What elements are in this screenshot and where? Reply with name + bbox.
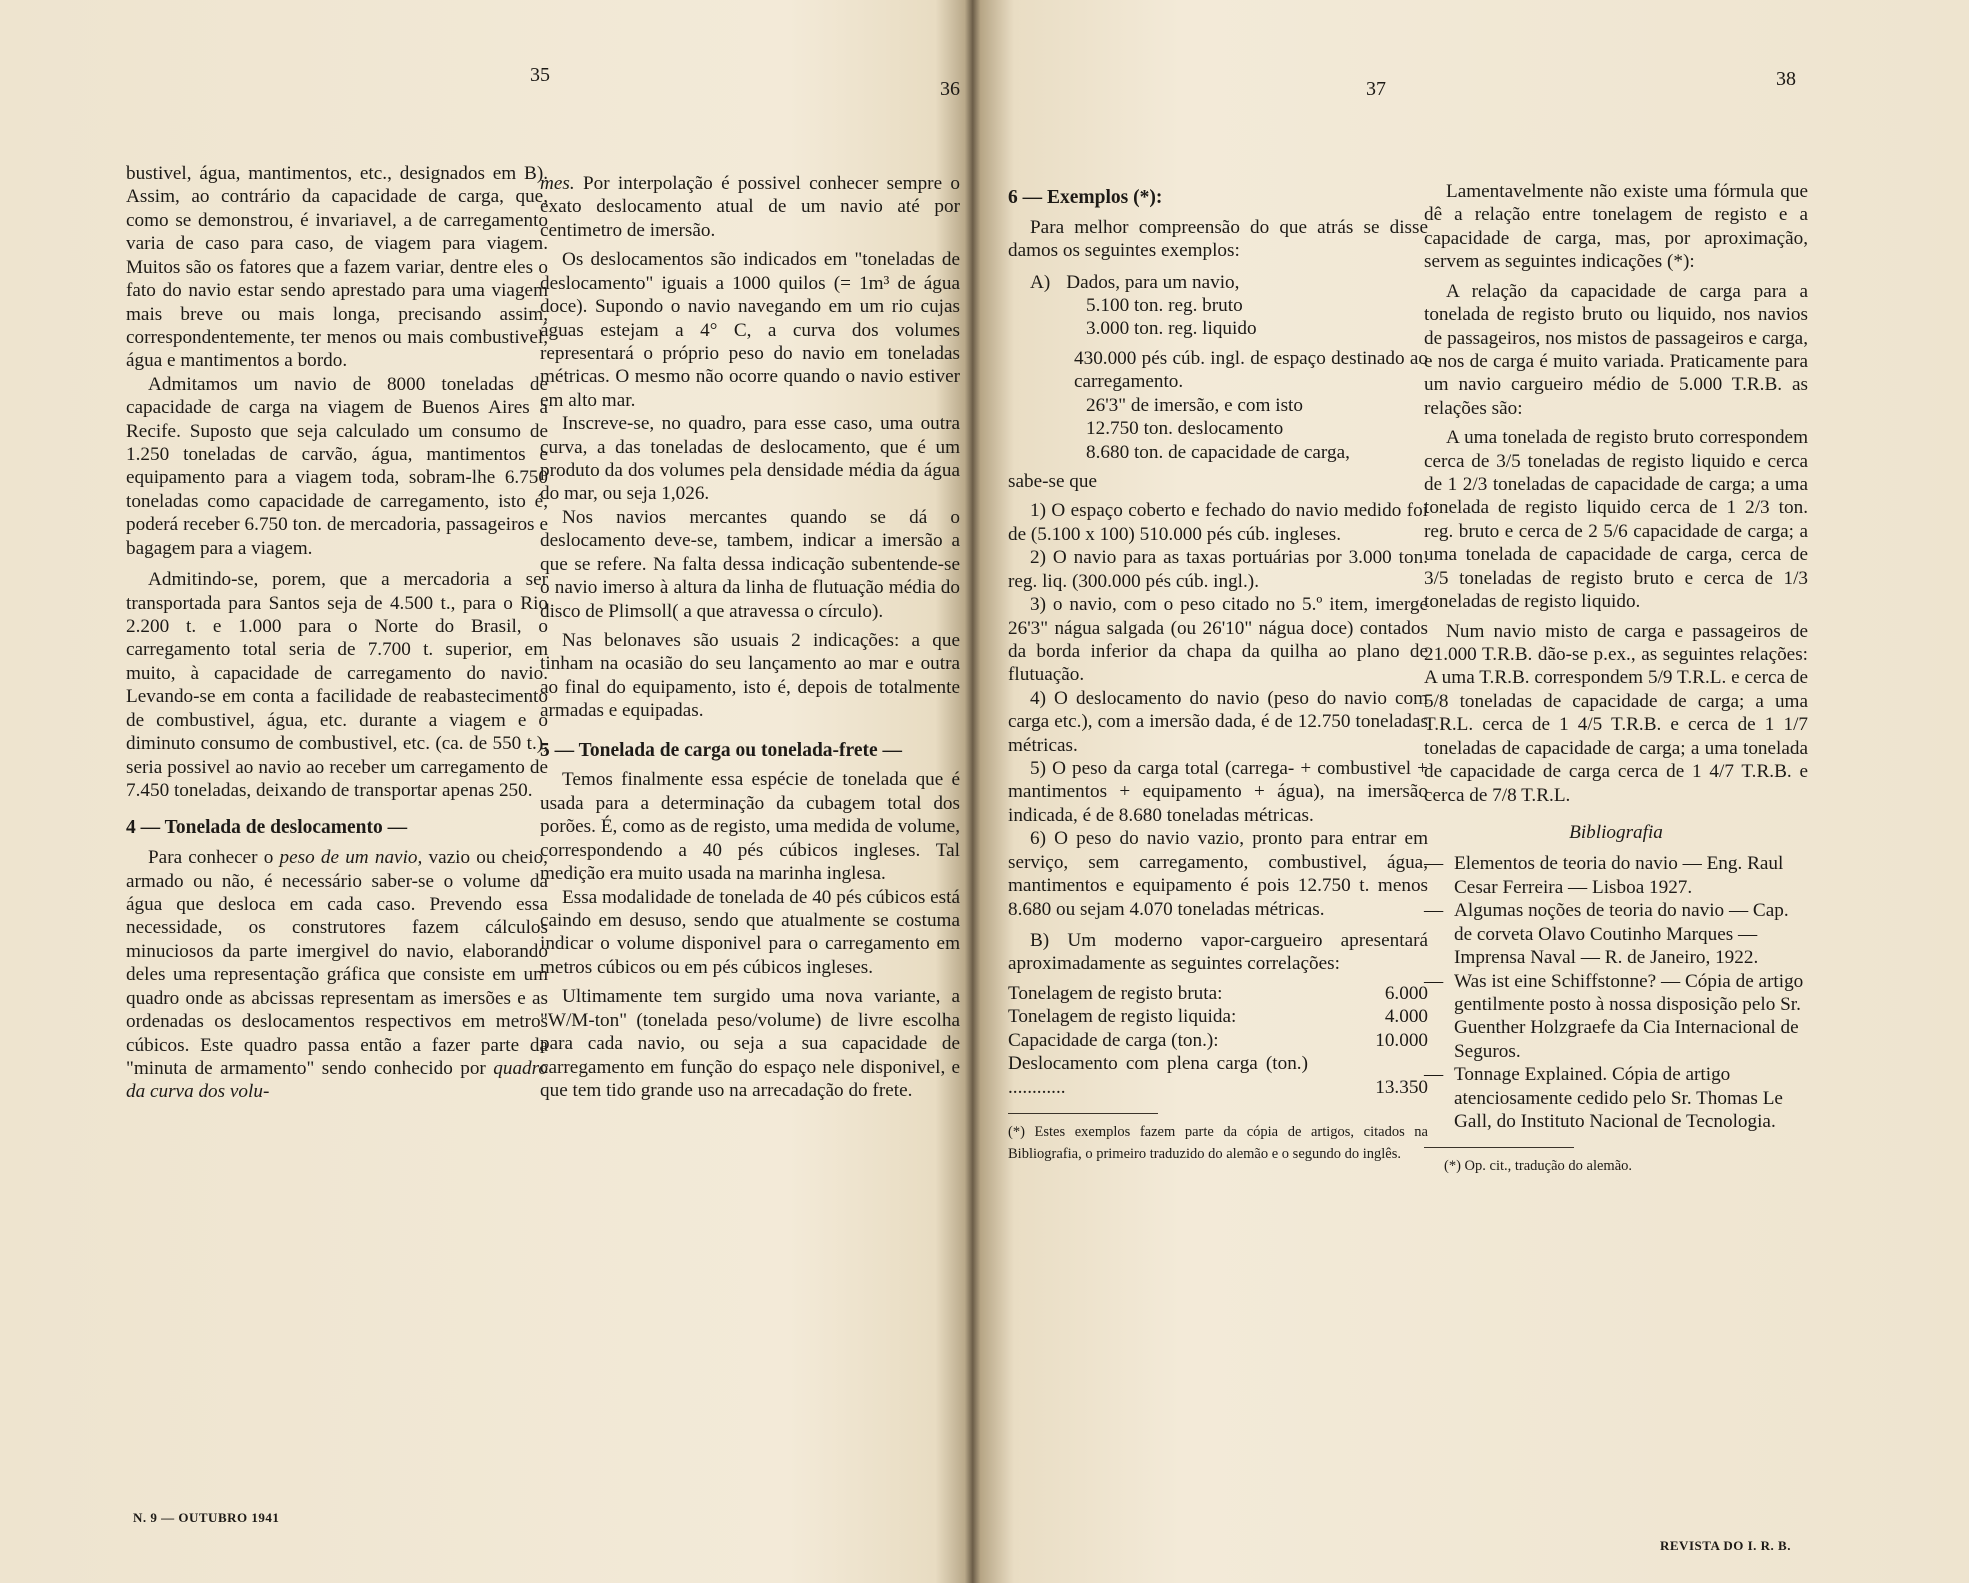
page-number-35: 35 bbox=[530, 64, 550, 86]
footnote: (*) Estes exemplos fazem parte da cópia de artigos, citados na Bibliografia, o primeiro traduzido do alemão e o segundo do inglês. bbox=[1008, 1123, 1428, 1162]
table-row: Capacidade de carga (ton.): 10.000 bbox=[1008, 1029, 1428, 1051]
example-b: B) Um moderno vapor-cargueiro apresentará aproximadamente as seguintes correlações: bbox=[1008, 930, 1428, 975]
example-a-label: A) bbox=[1030, 271, 1051, 293]
example-a-intro: Dados, para um navio, bbox=[1066, 271, 1240, 293]
table-row: Deslocamento com plena carga (ton.) ............ 13.350 bbox=[1008, 1053, 1428, 1098]
paragraph: Essa modalidade de tonelada de 40 pés cúbicos está caindo em desuso, sendo que atualmente se costuma indicar o volume disponivel para o carregamento em metros cúbicos ou em pés cúbicos ingleses. bbox=[540, 886, 960, 978]
paragraph: Os deslocamentos são indicados em "toneladas de deslocamento" iguais a 1000 quilos (= 1m³ de água doce). Supondo o navio navegando em um rio cujas águas estejam a 4° C, a curva dos volumes representará o próprio peso do navio em toneladas métricas. O mesmo não ocorre quando o navio estiver em alto mar. bbox=[540, 249, 960, 411]
bibliography-item: — Elementos de teoria do navio — Eng. Raul Cesar Ferreira — Lisboa 1927. bbox=[1424, 853, 1784, 898]
numbered-item: 2) O navio para as taxas portuárias por 3.000 ton. reg. liq. (300.000 pés cúb. ingl.). bbox=[1008, 547, 1428, 592]
section-heading-5: 5 — Tonelada de carga ou tonelada-frete — bbox=[540, 739, 903, 761]
section-heading-6: 6 — Exemplos (*): bbox=[1008, 187, 1163, 208]
paragraph: Para melhor compreensão do que atrás se disse damos os seguintes exemplos: bbox=[1008, 216, 1428, 262]
paragraph: Temos finalmente essa espécie de tonelada que é usada para a determinação da cubagem total dos porões. É, como as de registo, uma medida de volume, correspondendo a 40 pés cúbicos ingleses. Tal medição era muito usada na marinha inglesa. bbox=[540, 769, 960, 885]
example-a-item: 3.000 ton. reg. liquido bbox=[1086, 318, 1257, 340]
paragraph: Ultimamente tem surgido uma nova variante, a "W/M-ton" (tonelada peso/volume) de livre escolha para cada navio, ou seja a sua capacidade de carregamento em função do espaço nele disponivel, e que tem tido grande uso na arrecadação do frete. bbox=[540, 986, 960, 1101]
section-heading-4: 4 — Tonelada de deslocamento — bbox=[126, 817, 408, 839]
footnote-divider bbox=[1008, 1113, 1158, 1114]
column-page-36 bbox=[540, 172, 960, 1102]
paragraph: Num navio misto de carga e passageiros de 21.000 T.R.B. dão-se p.ex., as seguintes relações: A uma T.R.B. correspondem 5/9 T.R.L. e cerca de 5/8 toneladas de capacidade de carga; a uma T.R.L. cerca de 1 4/5 T.R.B. e cerca de 1 1/7 toneladas de capacidade de carga; a uma tonelada de capacidade de carga cerca de 1 4/7 T.R.B. e cerca de 7/8 T.R.L. bbox=[1424, 620, 1808, 806]
example-a bbox=[1008, 271, 1428, 294]
column-page-35 bbox=[126, 162, 548, 1104]
example-a-item: 430.000 pés cúb. ingl. de espaço destinado ao carregamento. bbox=[1074, 347, 1428, 393]
example-a-data bbox=[1008, 294, 1428, 464]
paragraph: mes. Por interpolação é possivel conhecer sempre o exato deslocamento atual de um navio até por centimetro de imersão. bbox=[540, 173, 960, 241]
paragraph: A uma tonelada de registo bruto correspondem cerca de 3/5 toneladas de registo liquido e cerca de 1 2/3 toneladas de capacidade de carga; a uma tonelada de registo liquido cerca de 1 2/3 ton. reg. bruto e cerca de 2 5/6 capacidade de carga; a uma tonelada de capacidade de carga, cerca de 3/5 toneladas de registo bruto e cerca de 1/3 toneladas de registo liquido. bbox=[1424, 427, 1808, 613]
paragraph: bustivel, água, mantimentos, etc., designados em B). Assim, ao contrário da capacidade de carga, que, como se demonstrou, é invariavel, a de carregamento varia de caso para caso, de viagem para viagem. Muitos são os fatores que a fazem variar, dentre eles o fato do navio estar sendo aprestado para uma viagem mais breve ou mais longa, precisando assim, correspondentemente, ter menos ou mais combustivel, água e mantimentos a bordo. bbox=[126, 163, 548, 372]
paragraph: Admitindo-se, porem, que a mercadoria a ser transportada para Santos seja de 4.500 t., para o Rio 2.200 t. e 1.000 para o Norte do Brasil, o carregamento total seria de 7.700 t. superior, em muito, à capacidade de carregamento do navio. Levando-se em conta a facilidade de reabastecimento de combustivel, água, etc. durante a viagem e o diminuto consumo de combustivel, etc. (ca. de 550 t.), seria possivel ao navio ao receber um carregamento de 7.450 toneladas, deixando de transportar apenas 250. bbox=[126, 569, 548, 801]
column-page-38 bbox=[1424, 180, 1808, 1178]
bibliography-title: Bibliografia bbox=[1569, 821, 1663, 843]
example-a-item: 12.750 ton. deslocamento bbox=[1086, 418, 1284, 440]
paragraph: sabe-se que bbox=[1008, 471, 1097, 492]
example-a-item: 8.680 ton. de capacidade de carga, bbox=[1086, 441, 1350, 463]
bibliography-item: — Was ist eine Schiffstonne? — Cópia de artigo gentilmente posto à nossa disposição pelo Sr. Guenther Holzgraefe da Cia Internacional de Seguros. bbox=[1424, 970, 1804, 1062]
page-number-37: 37 bbox=[1366, 78, 1386, 100]
bibliography-item: — Tonnage Explained. Cópia de artigo atenciosamente cedido pelo Sr. Thomas Le Gall, do Instituto Nacional de Tecnologia. bbox=[1424, 1064, 1783, 1133]
footer-issue: N. 9 — OUTUBRO 1941 bbox=[133, 1510, 280, 1525]
footnote-divider bbox=[1424, 1147, 1574, 1148]
numbered-item: 3) o navio, com o peso citado no 5.º item, imerge 26'3" nágua salgada (ou 26'10" nágua doce) contados da borda inferior da chapa da quilha ao plano de flutuação. bbox=[1008, 594, 1428, 686]
paragraph: Para conhecer o peso de um navio, vazio ou cheio, armado ou não, é necessário saber-se o volume da água que desloca em cada caso. Prevendo essa necessidade, os construtores fazem cálculos minuciosos da parte imergivel do navio, elaborando deles uma representação gráfica que consiste em um quadro onde as abcissas representam as imersões e as ordenadas os deslocamentos respectivos em metros cúbicos. Este quadro passa então a fazer parte da "minuta de armamento" sendo conhecido por quadro da curva dos volu- bbox=[126, 847, 548, 1103]
bibliography-item: — Algumas noções de teoria do navio — Cap. de corveta Olavo Coutinho Marques — Imprensa Naval — R. de Janeiro, 1922. bbox=[1424, 900, 1789, 969]
table-row: Tonelagem de registo bruta: 6.000 bbox=[1008, 982, 1428, 1004]
paragraph: Admitamos um navio de 8000 toneladas de capacidade de carga na viagem de Buenos Aires a Recife. Suposto que seja calculado um consumo de 1.250 toneladas de carvão, água, mantimentos e equipamento para a viagem toda, sobram-lhe 6.750 toneladas como capacidade de carregamento, isto é, poderá receber 6.750 ton. de mercadoria, passageiros e bagagem para a viagem. bbox=[126, 373, 548, 559]
example-a-item: 5.100 ton. reg. bruto bbox=[1086, 295, 1243, 317]
page-number-38: 38 bbox=[1776, 68, 1796, 90]
numbered-item: 1) O espaço coberto e fechado do navio medido foi de (5.100 x 100) 510.000 pés cúb. ingleses. bbox=[1008, 500, 1428, 545]
page-number-36: 36 bbox=[940, 78, 960, 100]
numbered-item: 5) O peso da carga total (carrega- + combustivel + mantimentos + equipamento + água), na imersão indicada, é de 8.680 toneladas métricas. bbox=[1008, 758, 1428, 826]
footnote: (*) Op. cit., tradução do alemão. bbox=[1444, 1158, 1633, 1175]
paragraph: Nas belonaves são usuais 2 indicações: a que tinham na ocasião do seu lançamento ao mar e outra ao final do equipamento, isto é, depois de totalmente armadas e equipadas. bbox=[540, 630, 960, 722]
table-row: Tonelagem de registo liquida: 4.000 bbox=[1008, 1006, 1428, 1028]
paragraph: A relação da capacidade de carga para a tonelada de registo bruto ou liquido, nos navios de passageiros, nos mistos de passageiros e carga, e nos de carga é muito variada. Praticamente para um navio cargueiro médio de 5.000 T.R.B. as relações são: bbox=[1424, 280, 1808, 419]
numbered-item: 6) O peso do navio vazio, pronto para entrar em serviço, sem carregamento, combustivel, água, mantimentos e equipamento é pois 12.750 t. menos 8.680 ou sejam 4.070 toneladas métricas. bbox=[1008, 828, 1428, 920]
paragraph: Nos navios mercantes quando se dá o deslocamento deve-se, tambem, indicar a imersão a que se refere. Na falta dessa indicação subentende-se o navio imerso à altura da linha de flutuação média do disco de Plimsoll( a que atravessa o círculo). bbox=[540, 506, 960, 622]
paragraph: Lamentavelmente não existe uma fórmula que dê a relação entre tonelagem de registo e a capacidade de carga, mas, por aproximação, servem as seguintes indicações (*): bbox=[1424, 181, 1808, 273]
correlation-table bbox=[1008, 982, 1428, 1099]
numbered-item: 4) O deslocamento do navio (peso do navio com carga etc.), com a imersão dada, é de 12.750 toneladas métricas. bbox=[1008, 687, 1428, 756]
footer-journal: REVISTA DO I. R. B. bbox=[1660, 1538, 1791, 1553]
example-a-item: 26'3" de imersão, e com isto bbox=[1086, 394, 1303, 416]
column-page-37 bbox=[1008, 186, 1428, 1165]
paragraph: Inscreve-se, no quadro, para esse caso, uma outra curva, a das toneladas de deslocamento, que é um produto da dos volumes pela densidade média da água do mar, ou seja 1,026. bbox=[540, 413, 960, 505]
